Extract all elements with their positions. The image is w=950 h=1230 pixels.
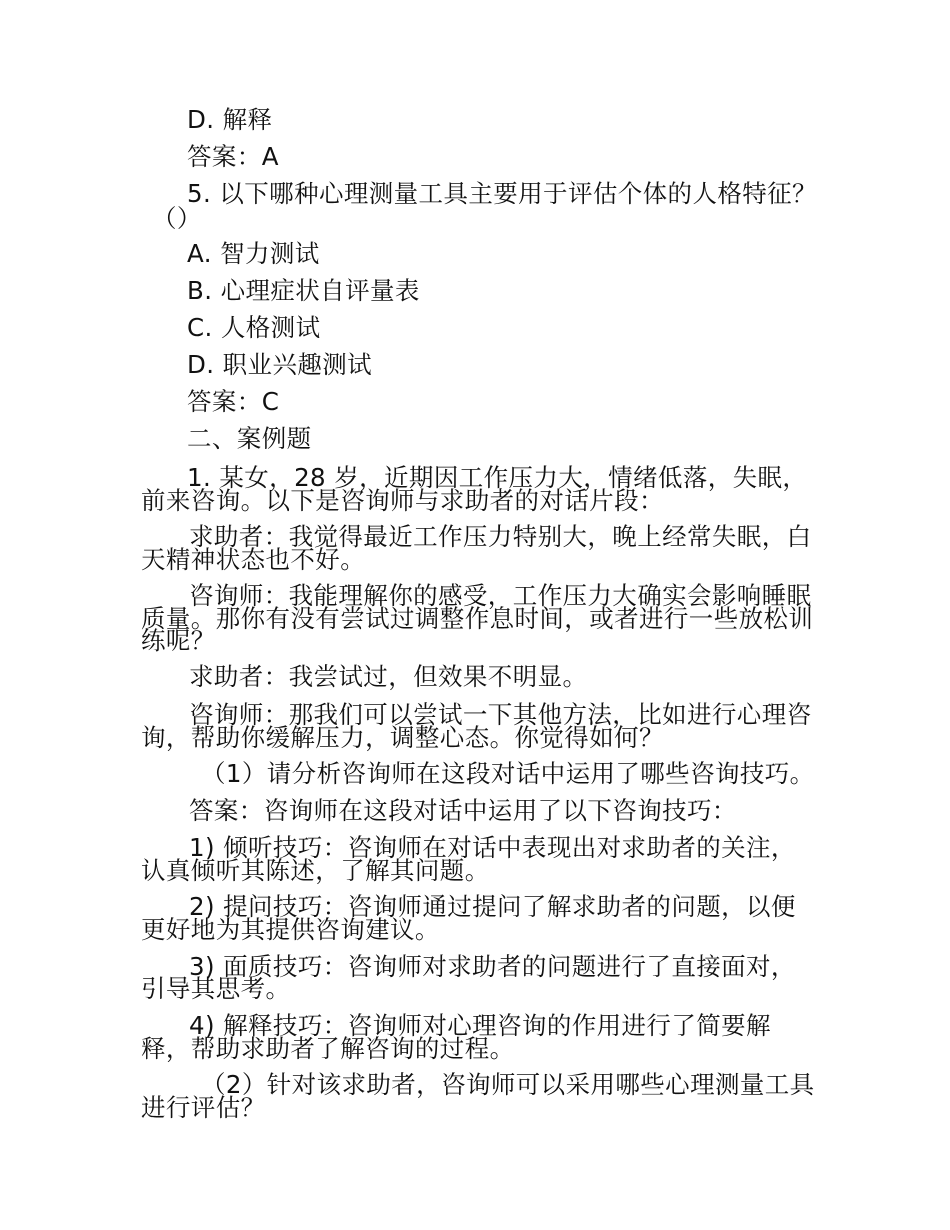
sub-question-1: （1）请分析咨询师在这段对话中运用了哪些咨询技巧。	[201, 759, 815, 788]
skill-1-line1: 1) 倾听技巧：咨询师在对话中表现出对求助者的关注，	[189, 833, 796, 862]
skill-3-line1: 3) 面质技巧：咨询师对求助者的问题进行了直接面对，	[189, 952, 796, 981]
skill-2-line2: 更好地为其提供咨询建议。	[141, 915, 440, 944]
skill-4-line2: 释，帮助求助者了解咨询的过程。	[141, 1034, 515, 1063]
skill-3-line2: 引导其思考。	[141, 974, 291, 1003]
q5-answer: 答案：C	[187, 387, 280, 416]
sub-answer-1-intro: 答案：咨询师在这段对话中运用了以下咨询技巧：	[189, 796, 737, 825]
client-statement-1-line1: 求助者：我觉得最近工作压力特别大，晚上经常失眠，白	[189, 522, 812, 551]
case-intro-line2: 前来咨询。以下是咨询师与求助者的对话片段：	[141, 486, 664, 515]
sub-question-2-line1: （2）针对该求助者，咨询师可以采用哪些心理测量工具	[201, 1070, 815, 1099]
skill-4-line1: 4) 解释技巧：咨询师对心理咨询的作用进行了简要解	[189, 1011, 771, 1040]
section-heading: 二、案例题	[187, 424, 312, 453]
q5-question-line1: 5. 以下哪种心理测量工具主要用于评估个体的人格特征？	[187, 179, 817, 208]
counselor-statement-1-line2: 质量。那你有没有尝试过调整作息时间，或者进行一些放松训	[141, 604, 814, 633]
q5-option-c: C. 人格测试	[187, 313, 321, 342]
q4-answer: 答案：A	[187, 142, 279, 171]
q5-question-line2: （）	[152, 204, 202, 233]
sub-question-2-line2: 进行评估？	[141, 1093, 266, 1122]
q4-option-d: D. 解释	[187, 105, 273, 134]
skill-2-line1: 2) 提问技巧：咨询师通过提问了解求助者的问题，以便	[189, 892, 796, 921]
q5-option-b: B. 心理症状自评量表	[187, 276, 420, 305]
counselor-statement-2-line1: 咨询师：那我们可以尝试一下其他方法，比如进行心理咨	[189, 700, 812, 729]
counselor-statement-1-line1: 咨询师：我能理解你的感受，工作压力大确实会影响睡眠	[189, 581, 812, 610]
q5-option-d: D. 职业兴趣测试	[187, 350, 373, 379]
counselor-statement-2-line2: 询，帮助你缓解压力，调整心态。你觉得如何？	[141, 723, 664, 752]
q5-option-a: A. 智力测试	[187, 239, 320, 268]
client-statement-1-line2: 天精神状态也不好。	[141, 545, 366, 574]
case-intro-line1: 1. 某女，28 岁，近期因工作压力大，情绪低落，失眠，	[187, 463, 808, 492]
counselor-statement-1-line3: 练呢？	[141, 626, 216, 655]
client-statement-2: 求助者：我尝试过，但效果不明显。	[189, 662, 588, 691]
skill-1-line2: 认真倾听其陈述，了解其问题。	[141, 856, 490, 885]
